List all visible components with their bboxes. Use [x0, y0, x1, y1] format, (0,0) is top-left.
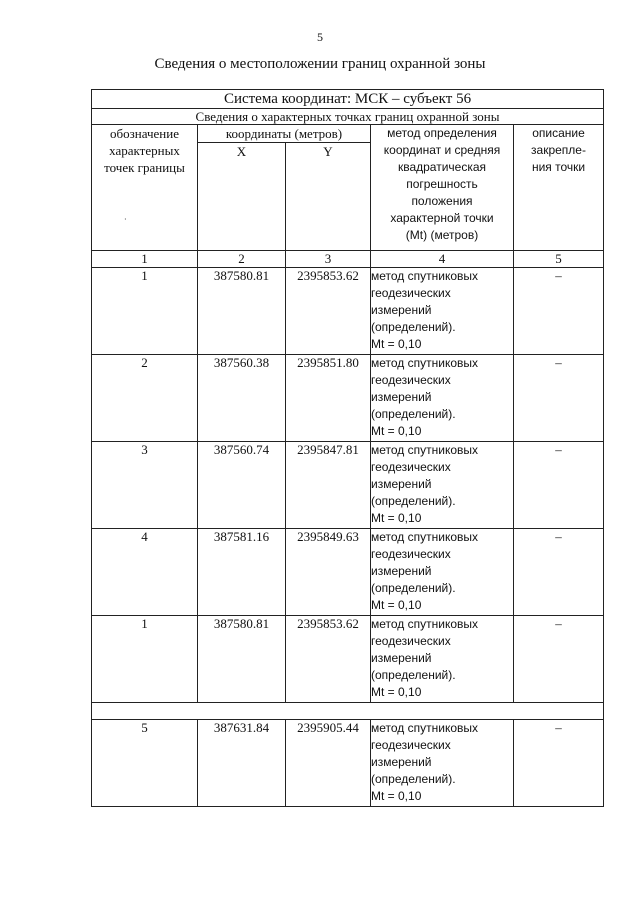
point-number-cell: 2: [92, 355, 198, 442]
table-subtitle: Сведения о характерных точках границ охранной зоны: [92, 109, 604, 125]
method-line: (определений).: [371, 494, 456, 508]
header-description: [514, 125, 604, 251]
method-line: измерений: [371, 755, 432, 769]
coordinate-system-cell: Система координат: МСК – субъект 56: [92, 90, 604, 109]
method-line: (определений).: [371, 407, 456, 421]
column-number: 3: [286, 251, 371, 268]
header-description-line: описание: [532, 126, 585, 140]
header-method-line: характерной точки: [390, 211, 494, 225]
method-line: Mt = 0,10: [371, 789, 422, 803]
method-line: Mt = 0,10: [371, 511, 422, 525]
column-numbers-row: [92, 251, 604, 268]
page-number: 5: [317, 30, 323, 44]
y-coordinate-cell: 2395853.62: [286, 268, 371, 355]
method-cell: [371, 355, 514, 442]
x-coordinate-cell: 387581.16: [198, 529, 286, 616]
method-line: метод спутниковых: [371, 443, 479, 457]
y-coordinate-cell: 2395853.62: [286, 616, 371, 703]
method-line: Mt = 0,10: [371, 598, 422, 612]
method-line: измерений: [371, 651, 432, 665]
description-cell: –: [514, 720, 604, 807]
x-coordinate-cell: 387580.81: [198, 268, 286, 355]
table-row: [92, 529, 604, 616]
header-y: Y: [286, 143, 371, 251]
method-line: Mt = 0,10: [371, 337, 422, 351]
header-designation-line: обозначение: [110, 126, 179, 141]
header-designation-line: точек границы: [104, 160, 185, 175]
header-method-line: положения: [411, 194, 473, 208]
description-cell: –: [514, 355, 604, 442]
method-line: измерений: [371, 303, 432, 317]
method-line: метод спутниковых: [371, 530, 479, 544]
header-row: [92, 125, 604, 143]
method-line: измерений: [371, 477, 432, 491]
header-method-line: метод определения: [387, 126, 497, 140]
point-number-cell: 1: [92, 616, 198, 703]
point-number-cell: 3: [92, 442, 198, 529]
column-number: 4: [371, 251, 514, 268]
header-designation-line: характерных: [109, 143, 180, 158]
method-line: Mt = 0,10: [371, 685, 422, 699]
column-number: 5: [514, 251, 604, 268]
x-coordinate-cell: 387580.81: [198, 616, 286, 703]
header-method: [371, 125, 514, 251]
y-coordinate-cell: 2395905.44: [286, 720, 371, 807]
point-number-cell: 4: [92, 529, 198, 616]
header-coordinates: координаты (метров): [198, 125, 371, 143]
method-line: геодезических: [371, 547, 451, 561]
header-method-line: координат и средняя: [383, 143, 501, 157]
y-coordinate-cell: 2395851.80: [286, 355, 371, 442]
stray-dot: ·: [124, 215, 127, 224]
coordinates-table: [91, 89, 604, 807]
table-row: [92, 616, 604, 703]
method-line: измерений: [371, 390, 432, 404]
description-cell: –: [514, 268, 604, 355]
point-number-cell: 5: [92, 720, 198, 807]
method-line: (определений).: [371, 772, 456, 786]
method-line: метод спутниковых: [371, 269, 479, 283]
column-number: 2: [198, 251, 286, 268]
method-line: Mt = 0,10: [371, 424, 422, 438]
table-row: [92, 268, 604, 355]
header-description-line: ния точки: [531, 160, 586, 174]
method-line: геодезических: [371, 286, 451, 300]
method-line: геодезических: [371, 738, 451, 752]
header-method-line: (Mt) (метров): [405, 228, 479, 242]
method-line: (определений).: [371, 320, 456, 334]
coordinate-system-row: [92, 90, 604, 109]
method-line: геодезических: [371, 373, 451, 387]
method-cell: [371, 442, 514, 529]
separator-row: [92, 703, 604, 720]
point-number-cell: 1: [92, 268, 198, 355]
description-cell: –: [514, 616, 604, 703]
header-x: X: [198, 143, 286, 251]
header-description-line: закрепле-: [531, 143, 586, 157]
header-method-line: квадратическая: [397, 160, 487, 174]
y-coordinate-cell: 2395847.81: [286, 442, 371, 529]
method-cell: [371, 529, 514, 616]
column-number: 1: [92, 251, 198, 268]
document-title: Сведения о местоположении границ охранной зоны: [154, 56, 486, 72]
method-line: измерений: [371, 564, 432, 578]
method-line: метод спутниковых: [371, 721, 479, 735]
method-line: (определений).: [371, 581, 456, 595]
description-cell: –: [514, 442, 604, 529]
description-cell: –: [514, 529, 604, 616]
method-line: геодезических: [371, 460, 451, 474]
x-coordinate-cell: 387560.74: [198, 442, 286, 529]
y-coordinate-cell: 2395849.63: [286, 529, 371, 616]
table-row: [92, 442, 604, 529]
x-coordinate-cell: 387560.38: [198, 355, 286, 442]
separator-cell: [92, 703, 604, 720]
method-line: метод спутниковых: [371, 356, 479, 370]
method-cell: [371, 720, 514, 807]
table-row: [92, 720, 604, 807]
method-line: геодезических: [371, 634, 451, 648]
method-line: (определений).: [371, 668, 456, 682]
method-cell: [371, 268, 514, 355]
table-row: [92, 355, 604, 442]
header-method-line: погрешность: [406, 177, 478, 191]
x-coordinate-cell: 387631.84: [198, 720, 286, 807]
header-designation: [92, 125, 198, 251]
method-line: метод спутниковых: [371, 617, 479, 631]
method-cell: [371, 616, 514, 703]
subtitle-row: [92, 109, 604, 125]
